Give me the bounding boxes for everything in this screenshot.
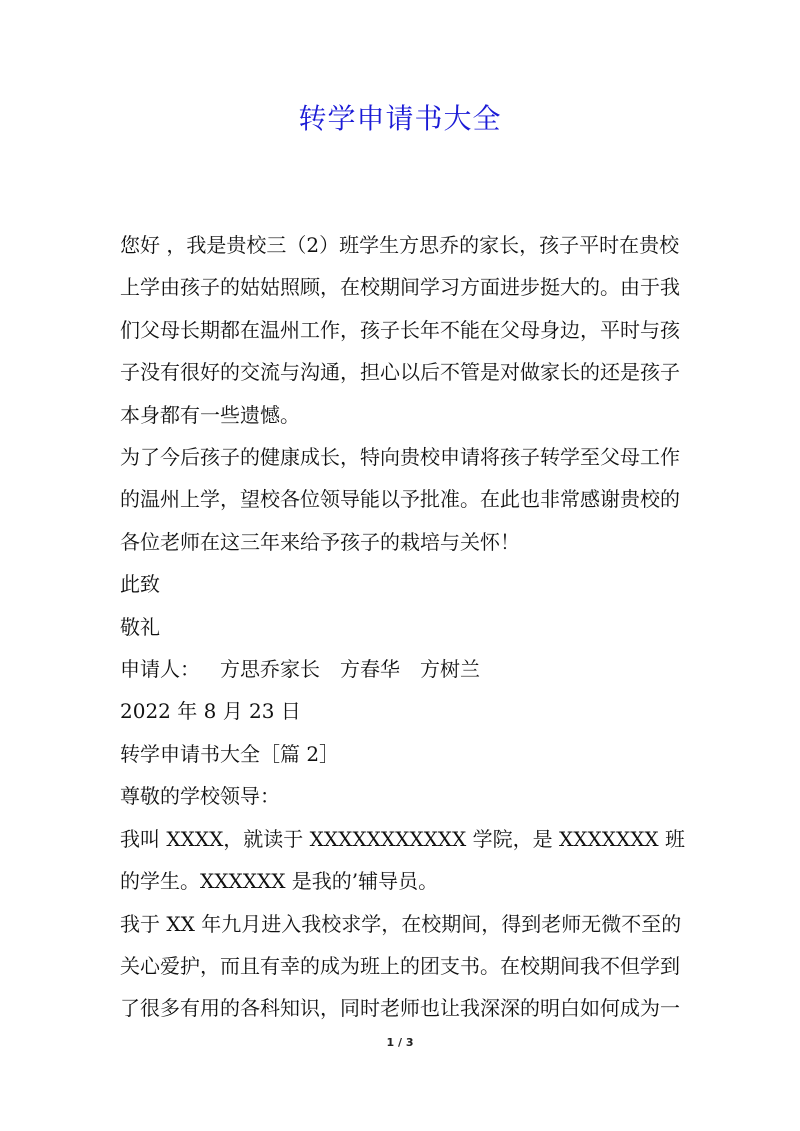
salutation-2: 尊敬的学校领导： — [120, 784, 280, 809]
paragraph-introduction: 我叫 XXXX，就读于 XXXXXXXXXXX 学院，是 XXXXXXX 班的学生。XXXXXX 是我的’辅导员。 — [120, 826, 686, 894]
applicant-label: 申请人： — [120, 657, 200, 682]
date-line: 2022 年 8 月 23 日 — [120, 699, 301, 724]
closing-line-2: 敬礼 — [120, 614, 160, 639]
applicant-name-3: 方树兰 — [420, 657, 480, 682]
page-number: 1 / 3 — [386, 1036, 414, 1049]
paragraph-experience: 我于 XX 年九月进入我校求学，在校期间，得到老师无微不至的关心爱护，而且有幸的成为班上的团支书。在校期间我不但学到了很多有用的各科知识，同时老师也让我深深的明白如何成为一 — [120, 911, 682, 1021]
document-title: 转学申请书大全 — [298, 102, 502, 135]
section-2-heading: 转学申请书大全［篇 2］ — [120, 741, 340, 766]
paragraph-request: 为了今后孩子的健康成长，特向贵校申请将孩子转学至父母工作的温州上学，望校各位领导能以予批准。在此也非常感谢贵校的各位老师在这三年来给予孩子的栽培与关怀！ — [120, 445, 680, 554]
applicant-name-1: 方思乔家长 — [220, 657, 320, 682]
paragraph-greeting: 您好 ，我是贵校三（2）班学生方思乔的家长，孩子平时在贵校上学由孩子的姑姑照顾，在校期间学习方面进步挺大的。由于我们父母长期都在温州工作，孩子长年不能在父母身边，平时与孩子没有很好的交流与沟通，担心以后不管是对做家长的还是孩子本身都有一些遗憾。 — [120, 233, 680, 427]
applicant-name-2: 方春华 — [340, 657, 400, 682]
document-body — [120, 224, 686, 1030]
applicant-line — [120, 648, 686, 690]
closing-line-1: 此致 — [120, 572, 160, 597]
